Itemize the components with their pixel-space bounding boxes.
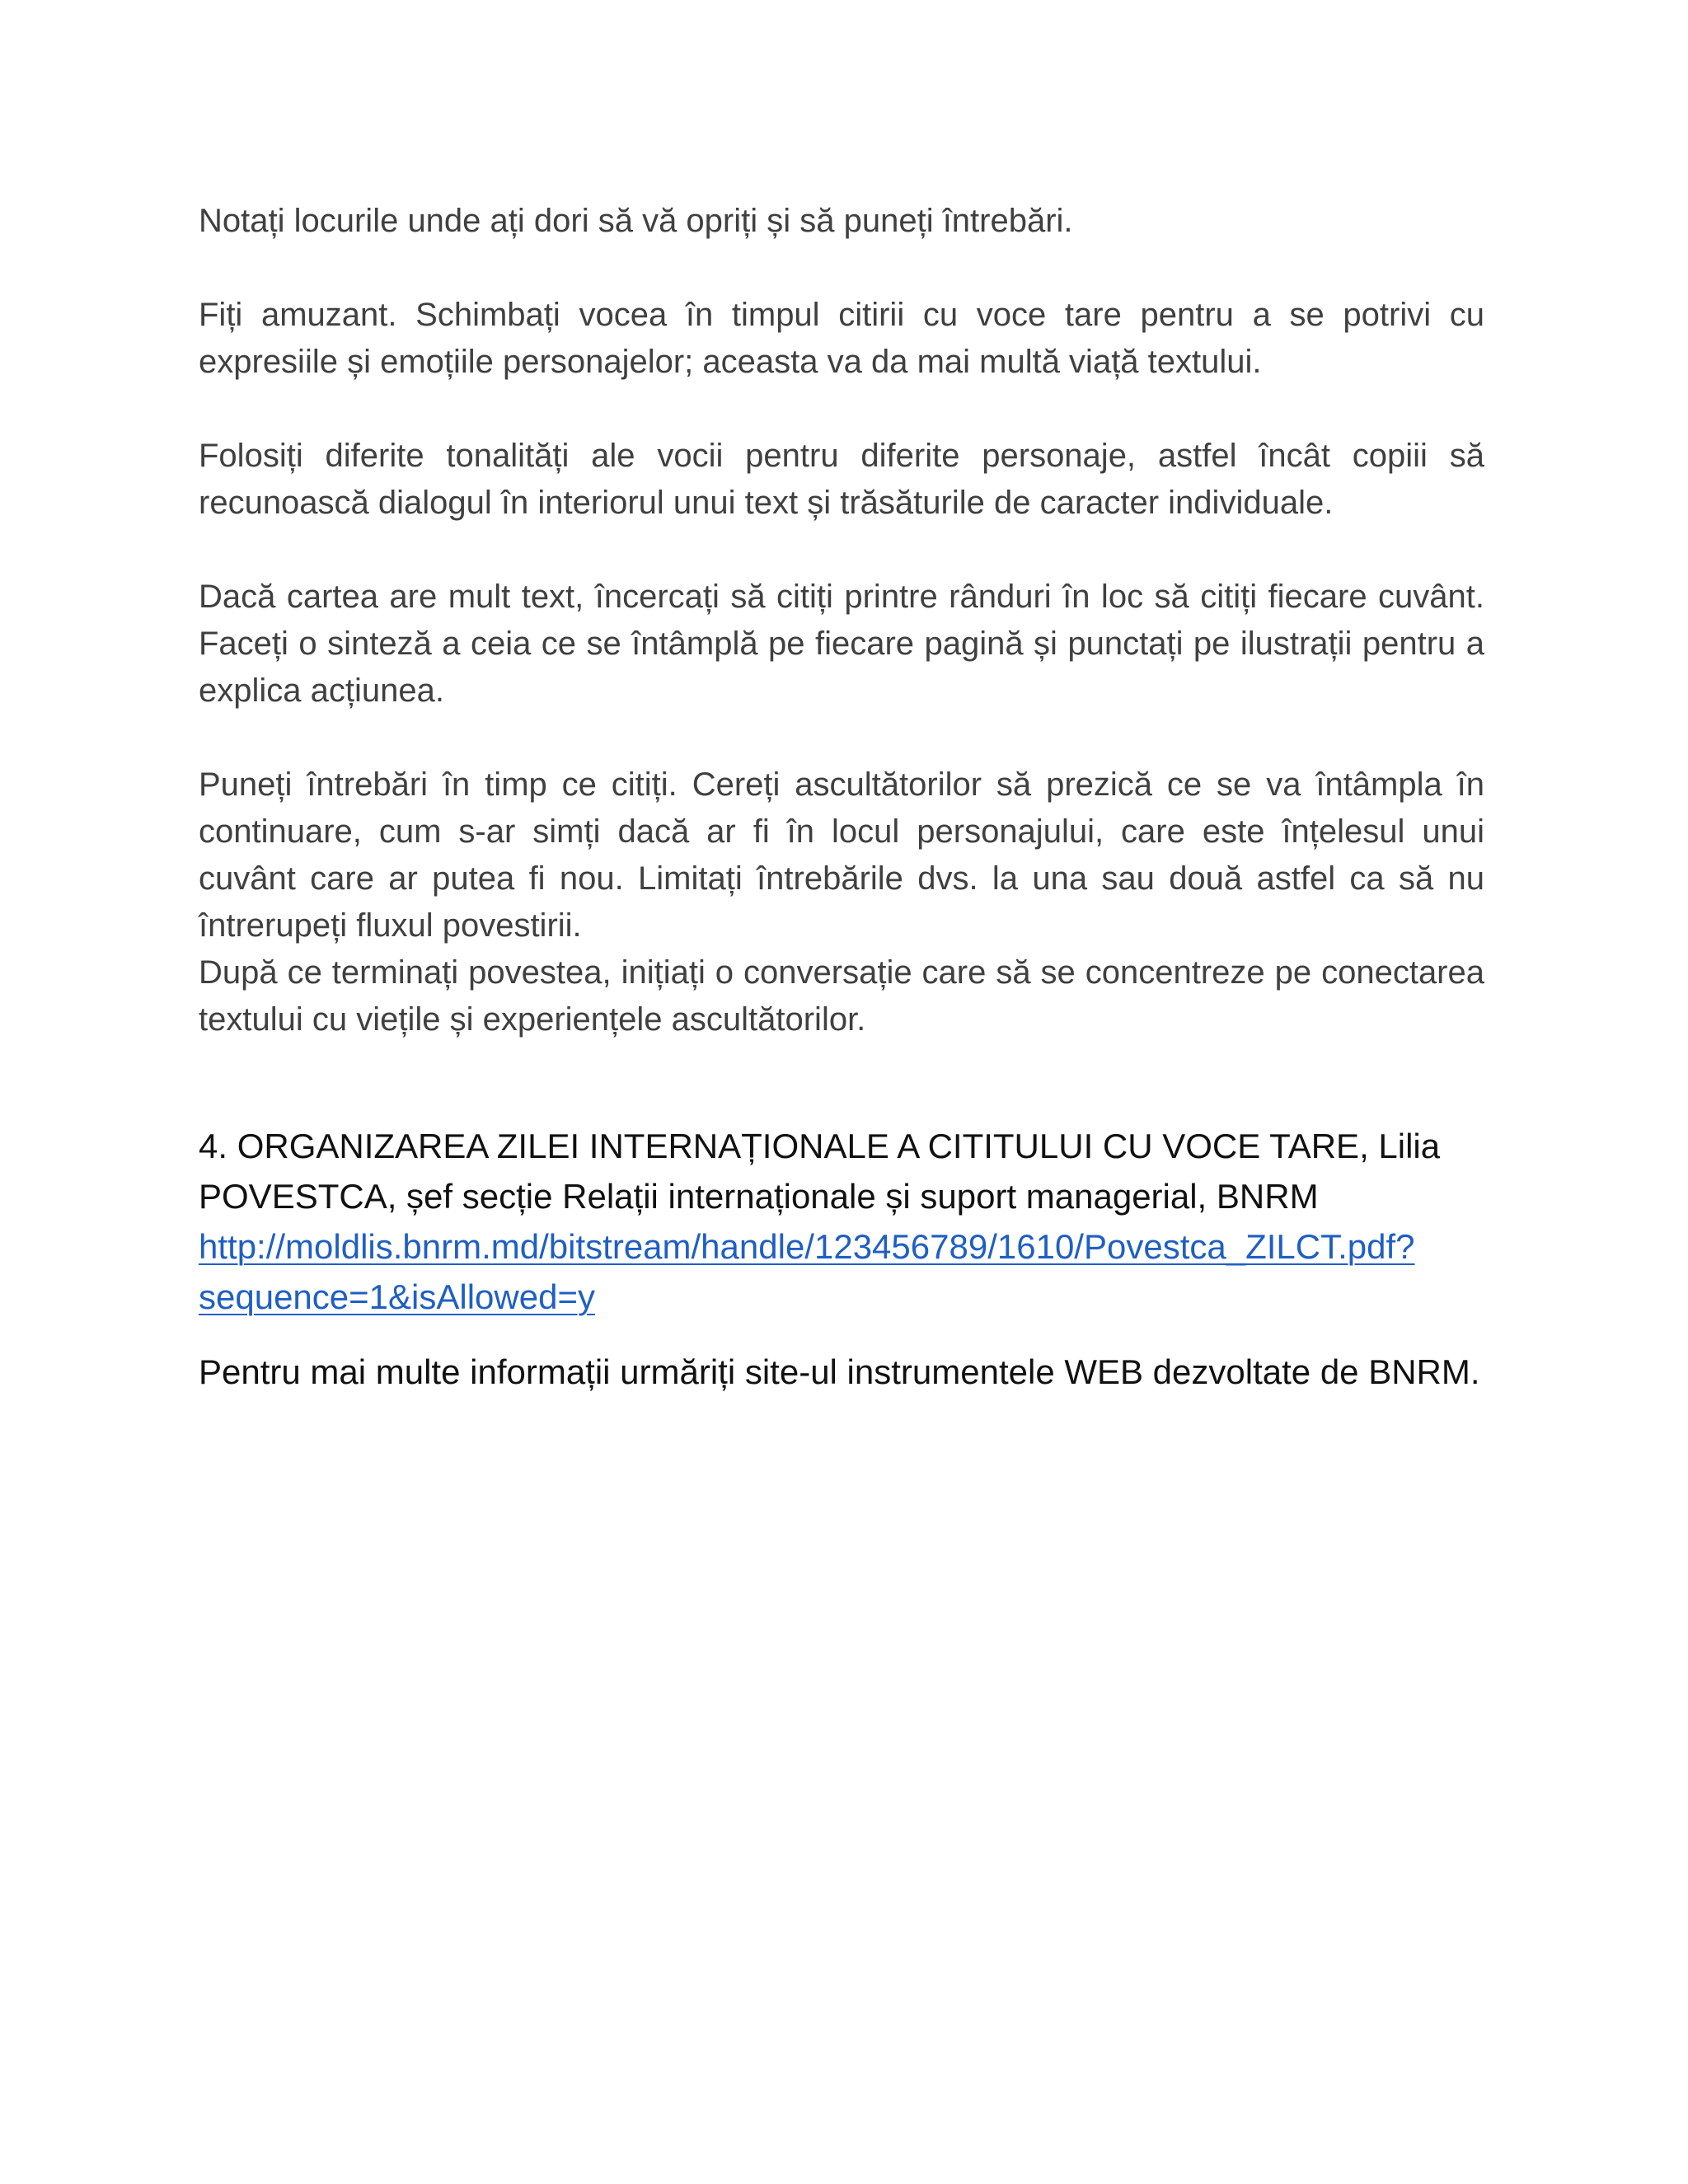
document-body (199, 198, 1484, 1397)
reference-title-line-1: 4. ORGANIZAREA ZILEI INTERNAȚIONALE A CITITULUI CU VOCE TARE, Lilia (199, 1127, 1441, 1165)
paragraph-after-story: După ce terminați povestea, inițiați o conversație care să se concentreze pe conectarea textului cu viețile și experiențele ascultătorilor. (199, 954, 1484, 1038)
paragraph-be-amusing: Fiți amuzant. Schimbați vocea în timpul citirii cu voce tare pentru a se potrivi cu expresiile și emoțiile personajelor; aceasta va da mai multă viață textului. (199, 297, 1484, 380)
paragraph-ask-questions: Puneți întrebări în timp ce citiți. Cereți ascultătorilor să prezică ce se va întâmpla în continuare, cum s-ar simți dacă ar fi în locul personajului, care este înțelesul unui cuvânt care ar putea fi nou. Limitați întrebările dvs. la una sau două astfel ca să nu întrerupeți fluxul povestirii. (199, 766, 1484, 944)
reference-title-line-2: POVESTCA, șef secție Relații internaționale și suport managerial, BNRM (199, 1177, 1319, 1216)
more-info-paragraph: Pentru mai multe informații urmăriți site-ul instrumentele WEB dezvoltate de BNRM. (199, 1352, 1480, 1391)
reference-section (199, 1121, 1484, 1322)
reference-link-line-1[interactable]: http://moldlis.bnrm.md/bitstream/handle/123456789/1610/Povestca_ZILCT.pdf? (199, 1227, 1415, 1266)
paragraph-much-text: Dacă cartea are mult text, încercați să citiți printre rânduri în loc să citiți fiecare cuvânt. Faceți o sinteză a ceia ce se întâmplă pe fiecare pagină și punctați pe ilustrații pentru a explica acțiunea. (199, 579, 1484, 709)
paragraph-notes: Notați locurile unde ați dori să vă opriți și să puneți întrebări. (199, 203, 1073, 239)
paragraph-voice-tones: Folosiți diferite tonalități ale vocii pentru diferite personaje, astfel încât copiii să recunoască dialogul în interiorul unui text și trăsăturile de caracter individuale. (199, 438, 1484, 521)
reference-link-line-2[interactable]: sequence=1&isAllowed=y (199, 1277, 595, 1316)
